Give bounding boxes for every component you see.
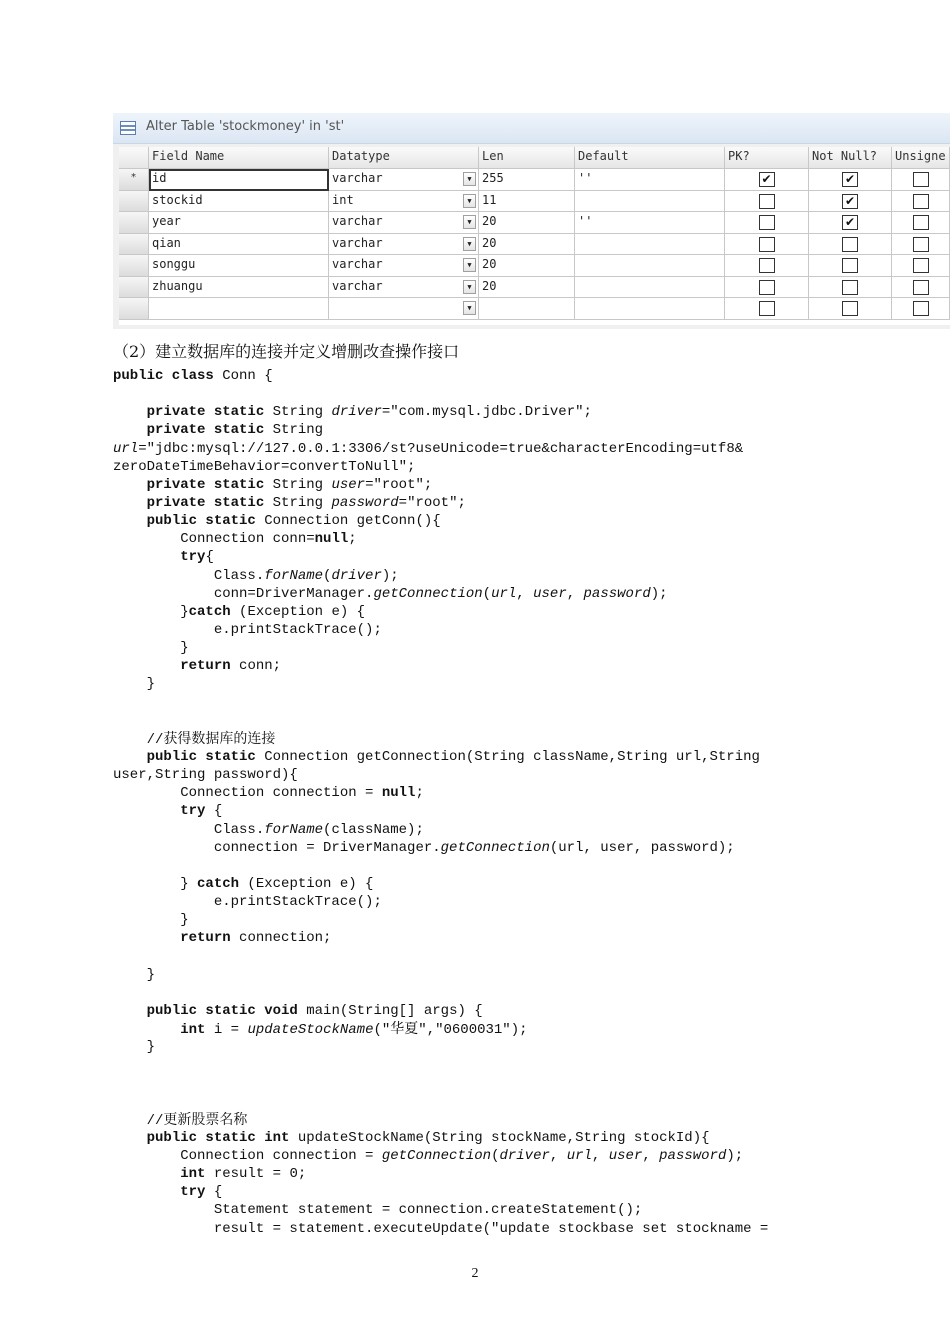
chevron-down-icon[interactable]: ▼: [463, 301, 476, 315]
code-text: }: [113, 912, 189, 929]
len-cell[interactable]: [479, 277, 575, 299]
code-line: [113, 621, 382, 639]
unsigned-cell[interactable]: [892, 169, 950, 191]
code-text: Connection conn=: [113, 531, 315, 548]
notnull-cell[interactable]: [809, 298, 892, 320]
code-text: ,: [516, 585, 534, 602]
keyword: null: [314, 531, 349, 548]
code-line: [113, 911, 189, 929]
len-cell[interactable]: [479, 255, 575, 277]
pk-checkbox[interactable]: [759, 258, 775, 273]
notnull-cell[interactable]: [809, 255, 892, 277]
code-line: [113, 1111, 247, 1130]
default-cell[interactable]: [575, 234, 725, 256]
keyword: return: [180, 930, 231, 947]
code-text: [113, 1003, 147, 1019]
unsigned-cell[interactable]: [892, 277, 950, 299]
code-line: [113, 839, 735, 857]
pk-checkbox[interactable]: [759, 215, 775, 230]
pk-cell[interactable]: [725, 212, 809, 234]
unsigned-cell[interactable]: [892, 212, 950, 234]
code-line: [113, 603, 365, 621]
field-value: zhuangu: [152, 278, 203, 293]
datatype-cell[interactable]: [329, 191, 479, 213]
datatype-value: varchar: [332, 214, 383, 228]
code-line: [113, 784, 424, 802]
identifier: forName: [264, 821, 324, 838]
code-text: }: [113, 676, 156, 693]
row-selector[interactable]: [119, 298, 149, 320]
code-line: [113, 548, 214, 566]
code-line: [113, 476, 432, 494]
pk-checkbox[interactable]: [759, 280, 775, 295]
keyword: public static void: [146, 1002, 298, 1019]
code-text: );: [381, 567, 399, 584]
code-text: String: [264, 422, 324, 439]
datatype-value: int: [332, 192, 354, 207]
chevron-down-icon[interactable]: ▼: [463, 237, 476, 251]
code-text: ;: [348, 531, 357, 548]
code-line: [113, 494, 466, 512]
keyword: null: [381, 785, 416, 802]
code-line: [113, 1220, 768, 1238]
keyword: try: [180, 549, 206, 566]
code-text: (url, user, password);: [549, 839, 735, 856]
code-text: Connection getConnection(String className,String url,String: [255, 748, 760, 765]
code-text: updateStockName(String stockName,String stockId){: [289, 1129, 710, 1146]
code-text: Connection getConn(){: [255, 513, 441, 530]
code-text: (": [373, 1022, 391, 1039]
section-heading: （2）建立数据库的连接并定义增删改查操作接口: [113, 342, 460, 361]
keyword: public static int: [146, 1129, 290, 1146]
keyword: int: [180, 1166, 206, 1183]
code-text: [113, 422, 147, 438]
field-cell[interactable]: [149, 298, 329, 320]
pk-checkbox[interactable]: [759, 194, 775, 209]
code-text: ;: [415, 785, 424, 802]
code-text: [113, 477, 147, 493]
unsigned-checkbox[interactable]: [913, 280, 929, 295]
code-text: }: [113, 875, 198, 892]
default-cell[interactable]: [575, 212, 725, 234]
code-text: [113, 749, 147, 765]
notnull-checkbox[interactable]: ✔: [842, 194, 858, 209]
code-line: [113, 585, 668, 603]
identifier: driver: [499, 1148, 550, 1165]
identifier: url: [491, 585, 517, 602]
code-text: Class.: [113, 821, 265, 838]
table-icon: [120, 121, 136, 135]
code-text: [113, 1022, 180, 1038]
notnull-checkbox[interactable]: [842, 258, 858, 273]
datatype-cell[interactable]: [329, 298, 479, 320]
code-text: (: [323, 567, 332, 584]
code-line: [113, 367, 273, 385]
chevron-down-icon[interactable]: ▼: [463, 172, 476, 186]
keyword: private static: [146, 404, 265, 421]
field-value: songgu: [152, 257, 196, 271]
code-text: [113, 513, 147, 529]
pk-cell[interactable]: [725, 277, 809, 299]
code-text: e.printStackTrace();: [113, 621, 382, 638]
keyword: return: [180, 658, 231, 675]
comment-text: 获得数据库的连接: [163, 730, 276, 747]
code-text: ","0600031");: [418, 1022, 528, 1039]
columns-grid: [119, 147, 950, 325]
unsigned-checkbox[interactable]: [913, 258, 929, 273]
field-cell[interactable]: [149, 191, 329, 213]
code-line: [113, 530, 357, 548]
identifier: user: [331, 476, 366, 493]
pk-checkbox[interactable]: ✔: [759, 172, 775, 187]
unsigned-checkbox[interactable]: [913, 301, 929, 316]
keyword: catch: [188, 603, 231, 620]
code-text: [113, 1184, 180, 1200]
code-text: (: [491, 1148, 500, 1165]
notnull-cell[interactable]: [809, 234, 892, 256]
code-text: [113, 1130, 147, 1146]
code-line: [113, 1147, 743, 1165]
notnull-cell[interactable]: [809, 277, 892, 299]
identifier: user: [608, 1148, 643, 1165]
code-text: String: [264, 476, 332, 493]
len-value: 20: [482, 278, 497, 293]
comment-text: 更新股票名称: [163, 1111, 248, 1128]
code-line: [113, 748, 760, 766]
code-text: );: [650, 585, 668, 602]
len-cell[interactable]: [479, 169, 575, 191]
code-text: );: [726, 1148, 744, 1165]
code-text: e.printStackTrace();: [113, 894, 382, 911]
code-line: [113, 730, 275, 749]
column-header: Not Null?: [809, 147, 892, 169]
code-text: String: [264, 494, 332, 511]
code-text: {: [205, 1184, 223, 1201]
code-text: [113, 803, 180, 819]
column-header: Len: [479, 147, 575, 169]
len-value: 20: [482, 257, 497, 271]
unsigned-checkbox[interactable]: [913, 215, 929, 230]
code-line: [113, 821, 424, 839]
code-text: ,: [591, 1148, 609, 1165]
field-cell[interactable]: [149, 255, 329, 277]
notnull-checkbox[interactable]: ✔: [842, 172, 858, 187]
code-line: [113, 1165, 306, 1183]
identifier: updateStockName: [247, 1022, 374, 1039]
comment-text: 华夏: [390, 1021, 419, 1038]
datatype-cell[interactable]: [329, 212, 479, 234]
row-selector[interactable]: [119, 255, 149, 277]
identifier: driver: [331, 567, 382, 584]
code-text: Class.: [113, 567, 265, 584]
identifier: url: [113, 440, 139, 457]
row-selector[interactable]: *: [119, 169, 149, 191]
unsigned-cell[interactable]: [892, 255, 950, 277]
datatype-value: varchar: [332, 278, 383, 293]
column-header: Field Name: [149, 147, 329, 169]
code-text: connection = DriverManager.: [113, 839, 441, 856]
pk-checkbox[interactable]: [759, 237, 775, 252]
code-text: zeroDateTimeBehavior=convertToNull";: [113, 458, 416, 475]
default-cell[interactable]: [575, 298, 725, 320]
pk-cell[interactable]: [725, 169, 809, 191]
default-cell[interactable]: [575, 255, 725, 277]
code-text: }: [113, 1039, 156, 1056]
row-selector[interactable]: [119, 212, 149, 234]
code-text: main(String[] args) {: [297, 1002, 483, 1019]
code-text: ="com.mysql.jdbc.Driver";: [381, 404, 592, 421]
code-text: }: [113, 603, 189, 620]
code-line: [113, 1129, 710, 1147]
code-line: [113, 1038, 155, 1056]
default-cell[interactable]: [575, 169, 725, 191]
pk-cell[interactable]: [725, 191, 809, 213]
pk-cell[interactable]: [725, 255, 809, 277]
code-line: [113, 966, 155, 984]
unsigned-checkbox[interactable]: [913, 237, 929, 252]
identifier: password: [659, 1148, 727, 1165]
identifier: getConnection: [373, 585, 483, 602]
code-line: [113, 875, 373, 893]
code-text: Connection connection =: [113, 1148, 382, 1165]
code-text: {: [205, 803, 223, 820]
code-line: [113, 675, 155, 693]
code-text: [113, 549, 180, 565]
unsigned-checkbox[interactable]: [913, 194, 929, 209]
column-header: Datatype: [329, 147, 479, 169]
code-text: (Exception e) {: [230, 603, 366, 620]
code-text: //: [113, 731, 164, 748]
keyword: public class: [113, 368, 214, 384]
field-cell[interactable]: [149, 212, 329, 234]
code-line: [113, 1201, 642, 1219]
code-text: [113, 1166, 180, 1182]
alter-table-screenshot: [113, 113, 950, 329]
keyword: private static: [146, 494, 265, 511]
datatype-value: varchar: [332, 235, 383, 250]
unsigned-cell[interactable]: [892, 191, 950, 213]
row-selector[interactable]: [119, 277, 149, 299]
field-cell[interactable]: [149, 277, 329, 299]
notnull-checkbox[interactable]: [842, 301, 858, 316]
code-text: ,: [549, 1148, 567, 1165]
window-titlebar: [113, 113, 950, 144]
identifier: user: [533, 585, 567, 602]
code-text: user,String password){: [113, 767, 298, 784]
code-text: }: [113, 966, 156, 983]
unsigned-checkbox[interactable]: [913, 172, 929, 187]
identifier: getConnection: [440, 839, 550, 856]
datatype-cell[interactable]: [329, 255, 479, 277]
code-text: //: [113, 1112, 164, 1129]
code-text: [113, 404, 147, 420]
code-text: conn=DriverManager.: [113, 585, 374, 602]
chevron-down-icon[interactable]: ▼: [463, 280, 476, 294]
len-cell[interactable]: [479, 298, 575, 320]
window-title: Alter Table 'stockmoney' in 'st': [146, 119, 345, 134]
keyword: catch: [197, 875, 240, 892]
len-value: 20: [482, 235, 497, 250]
pk-checkbox[interactable]: [759, 301, 775, 316]
code-text: ="root";: [365, 476, 433, 493]
unsigned-cell[interactable]: [892, 234, 950, 256]
row-selector[interactable]: [119, 234, 149, 256]
notnull-checkbox[interactable]: [842, 237, 858, 252]
len-value: 20: [482, 214, 497, 228]
field-cell[interactable]: [149, 169, 329, 191]
notnull-checkbox[interactable]: ✔: [842, 215, 858, 230]
column-header: PK?: [725, 147, 809, 169]
code-line: [113, 567, 399, 585]
code-line: [113, 766, 298, 784]
chevron-down-icon[interactable]: ▼: [463, 215, 476, 229]
code-line: [113, 458, 415, 476]
code-text: Conn {: [213, 368, 273, 384]
code-text: ,: [642, 1148, 660, 1165]
datatype-cell[interactable]: [329, 234, 479, 256]
code-text: [113, 658, 180, 674]
identifier: driver: [331, 404, 382, 421]
code-text: result = statement.executeUpdate("update stockbase set stockname =: [113, 1220, 769, 1237]
len-cell[interactable]: [479, 234, 575, 256]
code-text: (className);: [323, 821, 424, 838]
code-text: result = 0;: [205, 1166, 307, 1183]
keyword: try: [180, 1184, 206, 1201]
pk-cell[interactable]: [725, 298, 809, 320]
code-text: ,: [566, 585, 584, 602]
code-line: [113, 1183, 222, 1201]
code-text: [113, 930, 180, 946]
unsigned-cell[interactable]: [892, 298, 950, 320]
chevron-down-icon[interactable]: ▼: [463, 194, 476, 208]
code-text: (Exception e) {: [239, 875, 374, 892]
code-line: [113, 512, 441, 530]
code-text: {: [205, 549, 214, 566]
code-text: ="jdbc:mysql://127.0.0.1:3306/st?useUnicode=true&characterEncoding=utf8&: [138, 440, 744, 457]
row-selector[interactable]: [119, 191, 149, 213]
default-cell[interactable]: [575, 277, 725, 299]
code-text: ="root";: [398, 494, 466, 511]
len-value: 11: [482, 192, 497, 207]
code-text: connection;: [230, 930, 332, 947]
datatype-cell[interactable]: [329, 277, 479, 299]
keyword: public static: [146, 513, 256, 530]
notnull-cell[interactable]: [809, 191, 892, 213]
keyword: public static: [146, 748, 256, 765]
datatype-value: varchar: [332, 257, 383, 271]
default-cell[interactable]: [575, 191, 725, 213]
code-line: [113, 929, 331, 947]
code-line: [113, 657, 281, 675]
code-text: i =: [205, 1022, 248, 1039]
code-line: [113, 802, 222, 820]
identifier: getConnection: [381, 1148, 492, 1165]
default-value: '': [578, 171, 593, 185]
notnull-cell[interactable]: [809, 169, 892, 191]
column-header: Default: [575, 147, 725, 169]
field-value: id: [152, 171, 167, 185]
code-line: [113, 403, 592, 421]
identifier: url: [566, 1148, 592, 1165]
len-cell[interactable]: [479, 191, 575, 213]
grid-corner: [119, 147, 149, 169]
code-text: [113, 495, 147, 511]
code-text: }: [113, 640, 189, 657]
identifier: password: [583, 585, 651, 602]
code-text: Connection connection =: [113, 785, 382, 802]
code-text: (: [482, 585, 492, 602]
code-text: Statement statement = connection.createStatement();: [113, 1202, 643, 1219]
notnull-cell[interactable]: [809, 212, 892, 234]
datatype-cell[interactable]: [329, 169, 479, 191]
identifier: password: [331, 494, 399, 511]
field-value: stockid: [152, 192, 203, 207]
len-cell[interactable]: [479, 212, 575, 234]
code-line: [113, 440, 743, 458]
notnull-checkbox[interactable]: [842, 280, 858, 295]
pk-cell[interactable]: [725, 234, 809, 256]
keyword: int: [180, 1022, 206, 1039]
field-cell[interactable]: [149, 234, 329, 256]
code-line: [113, 639, 189, 657]
chevron-down-icon[interactable]: ▼: [463, 258, 476, 272]
code-line: [113, 1020, 528, 1039]
page-number: 2: [471, 1266, 479, 1281]
keyword: private static: [146, 422, 265, 439]
code-line: [113, 1002, 483, 1020]
code-line: [113, 893, 382, 911]
code-text: conn;: [230, 658, 282, 675]
default-value: '': [578, 214, 593, 228]
identifier: forName: [264, 567, 324, 584]
code-line: [113, 421, 323, 439]
keyword: try: [180, 803, 206, 820]
column-header: Unsigne: [892, 147, 950, 169]
field-value: year: [152, 214, 181, 228]
code-text: String: [264, 404, 332, 421]
datatype-value: varchar: [332, 171, 383, 185]
len-value: 255: [482, 171, 504, 185]
keyword: private static: [146, 476, 265, 493]
field-value: qian: [152, 235, 181, 250]
